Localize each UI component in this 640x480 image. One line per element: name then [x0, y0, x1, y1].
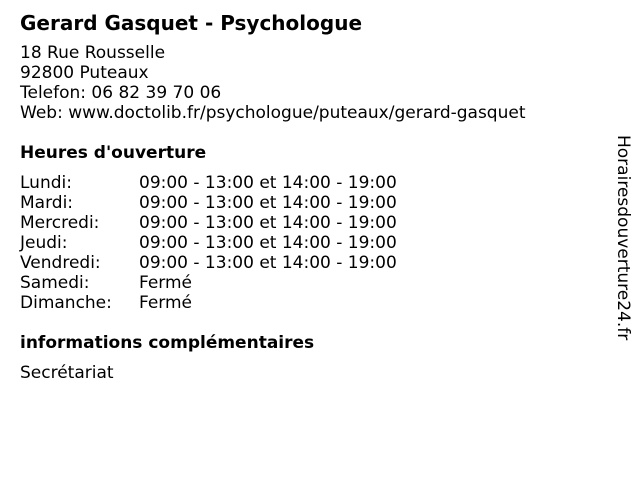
- hours-row-sunday: [20, 293, 600, 313]
- day-label: Vendredi:: [20, 253, 101, 273]
- day-label: Mardi:: [20, 193, 74, 213]
- hours-row-wednesday: [20, 213, 600, 233]
- day-hours: 09:00 - 13:00 et 14:00 - 19:00: [139, 193, 397, 213]
- day-hours: 09:00 - 13:00 et 14:00 - 19:00: [139, 173, 397, 193]
- site-watermark: Horairesdouverture24.fr: [613, 135, 633, 341]
- day-hours: 09:00 - 13:00 et 14:00 - 19:00: [139, 213, 397, 233]
- day-label: Dimanche:: [20, 293, 112, 313]
- additional-info-text: Secrétariat: [20, 363, 114, 383]
- hours-row-monday: [20, 173, 600, 193]
- hours-row-thursday: [20, 233, 600, 253]
- day-label: Mercredi:: [20, 213, 100, 233]
- day-hours: Fermé: [139, 293, 193, 313]
- hours-row-tuesday: [20, 193, 600, 213]
- day-hours: 09:00 - 13:00 et 14:00 - 19:00: [139, 233, 397, 253]
- hours-row-friday: [20, 253, 600, 273]
- day-label: Samedi:: [20, 273, 90, 293]
- business-name: Gerard Gasquet - Psychologue: [20, 11, 363, 35]
- day-hours: Fermé: [139, 273, 193, 293]
- day-label: Jeudi:: [20, 233, 68, 253]
- opening-hours-title: Heures d'ouverture: [20, 143, 207, 163]
- address-line-1: 18 Rue Rousselle: [20, 43, 166, 63]
- website-link[interactable]: Web: www.doctolib.fr/psychologue/puteaux/gerard-gasquet: [20, 103, 526, 123]
- day-hours: 09:00 - 13:00 et 14:00 - 19:00: [139, 253, 397, 273]
- hours-row-saturday: [20, 273, 600, 293]
- opening-hours-table: [20, 173, 600, 313]
- day-label: Lundi:: [20, 173, 72, 193]
- listing-card: [20, 10, 600, 383]
- additional-info-title: informations complémentaires: [20, 333, 315, 353]
- phone-number: Telefon: 06 82 39 70 06: [20, 83, 222, 103]
- address-line-2: 92800 Puteaux: [20, 63, 149, 83]
